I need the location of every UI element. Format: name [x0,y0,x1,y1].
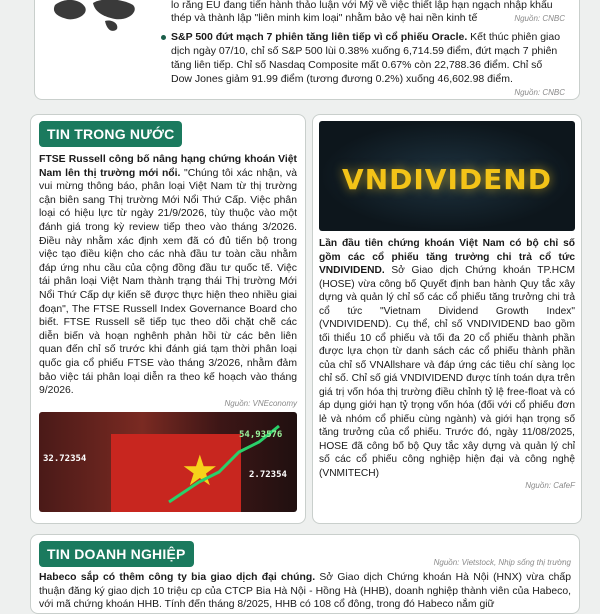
image-label-1: 54,93576 [239,429,283,440]
habeco-article [39,571,571,612]
source-vietstock: Nguồn: Vietstock, Nhịp sống thị trường [433,558,571,567]
business-news-card [30,534,580,614]
source-cafef: Nguồn: CafeF [525,481,575,490]
bullet-icon [161,35,166,40]
image-label-2: 32.72354 [43,453,87,464]
vndividend-banner-text: VNDIVIDEND [342,163,552,196]
ftse-body: "Chúng tôi xác nhận, và vui mừng thông báo, phân loại Việt Nam từ thị trường cận biên sang Thị trường Mới Nổi Thứ Cấp. Việc phân loại có hiệu lực từ ngày 21/9/2026, tùy thuộc vào một đánh giá trong kỳ review tiếp theo vào tháng 3/2026. Điều này nhằm xác định xem đã có đủ tiến bộ trong việc tạo điều kiện cho các nhà đầu tư toàn cầu nhằm đáp ứng nhu cầu của cộng đồng đầu tư quốc tế. Việc tái phân loại Việt Nam thành trạng thái Thị trường Mới Nổi Thứ Cấp dự kiến sẽ được thực hiện theo nhiều giai đoạn", The FTSE Russell Index Governance Board cho biết. FTSE Russell sẽ tiếp tục theo dõi chặt chẽ các diễn biến và hoạn nghênh phản hồi từ các bên liên quan đến chỉ số trước khi đánh giá tạm thời phân loại quốc gia cổ phiếu FTSE vào tháng 3/2026, nhằm đảm bảo việc tái phân loại diễn ra theo kế hoạch vào tháng 9/2026. [39,167,297,397]
source-vneconomy: Nguồn: VNEconomy [224,398,297,408]
source-cnbc-2: Nguồn: CNBC [514,88,565,97]
source-cnbc-1: Nguồn: CNBC [514,14,565,23]
sp500-headline: S&P 500 đứt mạch 7 phiên tăng liên tiếp vì cổ phiếu Oracle. [171,31,468,43]
vndividend-headline: Lần đầu tiên chứng khoán Việt Nam có bộ chỉ số gồm các cổ phiếu tăng trưởng chi trả cổ tức VNDIVIDEND. [319,238,575,276]
ftse-headline: FTSE Russell công bố nâng hạng chứng khoán Việt Nam lên thị trường mới nổi. [39,154,297,179]
top-text-line-1: lo rằng EU đang tiến hành thảo luận với Mỹ về việc thiết lập hạn ngạch nhập khẩu [171,0,553,11]
business-section-title: TIN DOANH NGHIỆP [39,541,194,567]
international-news-card [34,0,580,100]
star-icon: ★ [181,446,219,494]
vndividend-news-card [312,114,582,524]
domestic-section-title: TIN TRONG NƯỚC [39,121,182,147]
habeco-headline: Habeco sắp có thêm công ty bia giao dịch đại chúng. [39,572,316,583]
habeco-body: Sở Giao dịch Chứng khoán Hà Nội (HNX) vừa chấp thuận đăng ký giao dịch 10 triệu cp của CTCP Bia Hà Nội - Hồng Hà (HHB), doanh nghiệp thành viên của Habeco, với mã chứng khoán HHB. Tính đến tháng 8/2025, HHB có 108 cổ đông, trong đó Habeco nắm giữ [39,572,571,611]
vndividend-article [319,237,575,480]
ftse-article [39,153,297,398]
image-label-3: 2.72354 [249,469,287,480]
sp500-body: Kết thúc phiên giao dịch ngày 07/10, chỉ số S&P 500 lùi 0.38% xuống 6,714.59 điểm, đứt mạch 7 phiên tăng liên tiếp. Chỉ số Nasdaq Composite mất 0.67% còn 22,788.36 điểm. Chỉ số Dow Jones giảm 91.99 điểm (tương đương 0.2%) xuống 46,602.98 điểm. [171,31,561,85]
vndividend-body: Sở Giao dịch Chứng khoán TP.HCM (HOSE) vừa công bố Quyết định ban hành Quy tắc xây dựng và quản lý chỉ số các cổ phiếu tăng trưởng chi trả cổ tức "Vietnam Dividend Growth Index" (VNDIVIDEND). Cụ thể, chỉ số VNDIVIDEND bao gồm tối thiểu 10 cổ phiếu và tối đa 20 cổ phiếu thành phần được lựa chọn từ danh sách các cổ phiếu thành phần của chỉ số VNAllshare và đáp ứng các tiêu chí sàng lọc chỉ số. Chỉ số giá VNDIVIDEND được tính toán dựa trên giá trị vốn hóa thị trường điều chỉnh tỷ lệ free-float và có áp dụng giới hạn tỷ trọng vốn hóa (đối với cổ phiếu đơn lẻ và nhóm cổ phiếu cùng ngành) và giới hạn trọng số tăng trưởng của cổ phiếu. Trước đó, ngày 11/08/2025, HOSE đã công bố bộ Quy tắc xây dựng và quản lý chỉ số các cổ phiếu công nghiệp hiện đại và công nghệ (VNMITECH) [319,265,575,479]
vietnam-flag-chart-image [39,412,297,512]
domestic-news-card [30,114,306,524]
vndividend-banner-image [319,121,575,231]
top-text-line-2: thép và thành lập "liên minh kim loại" nhằm bảo vệ hai nền kinh tế [171,12,478,24]
sp500-news [53,30,565,86]
